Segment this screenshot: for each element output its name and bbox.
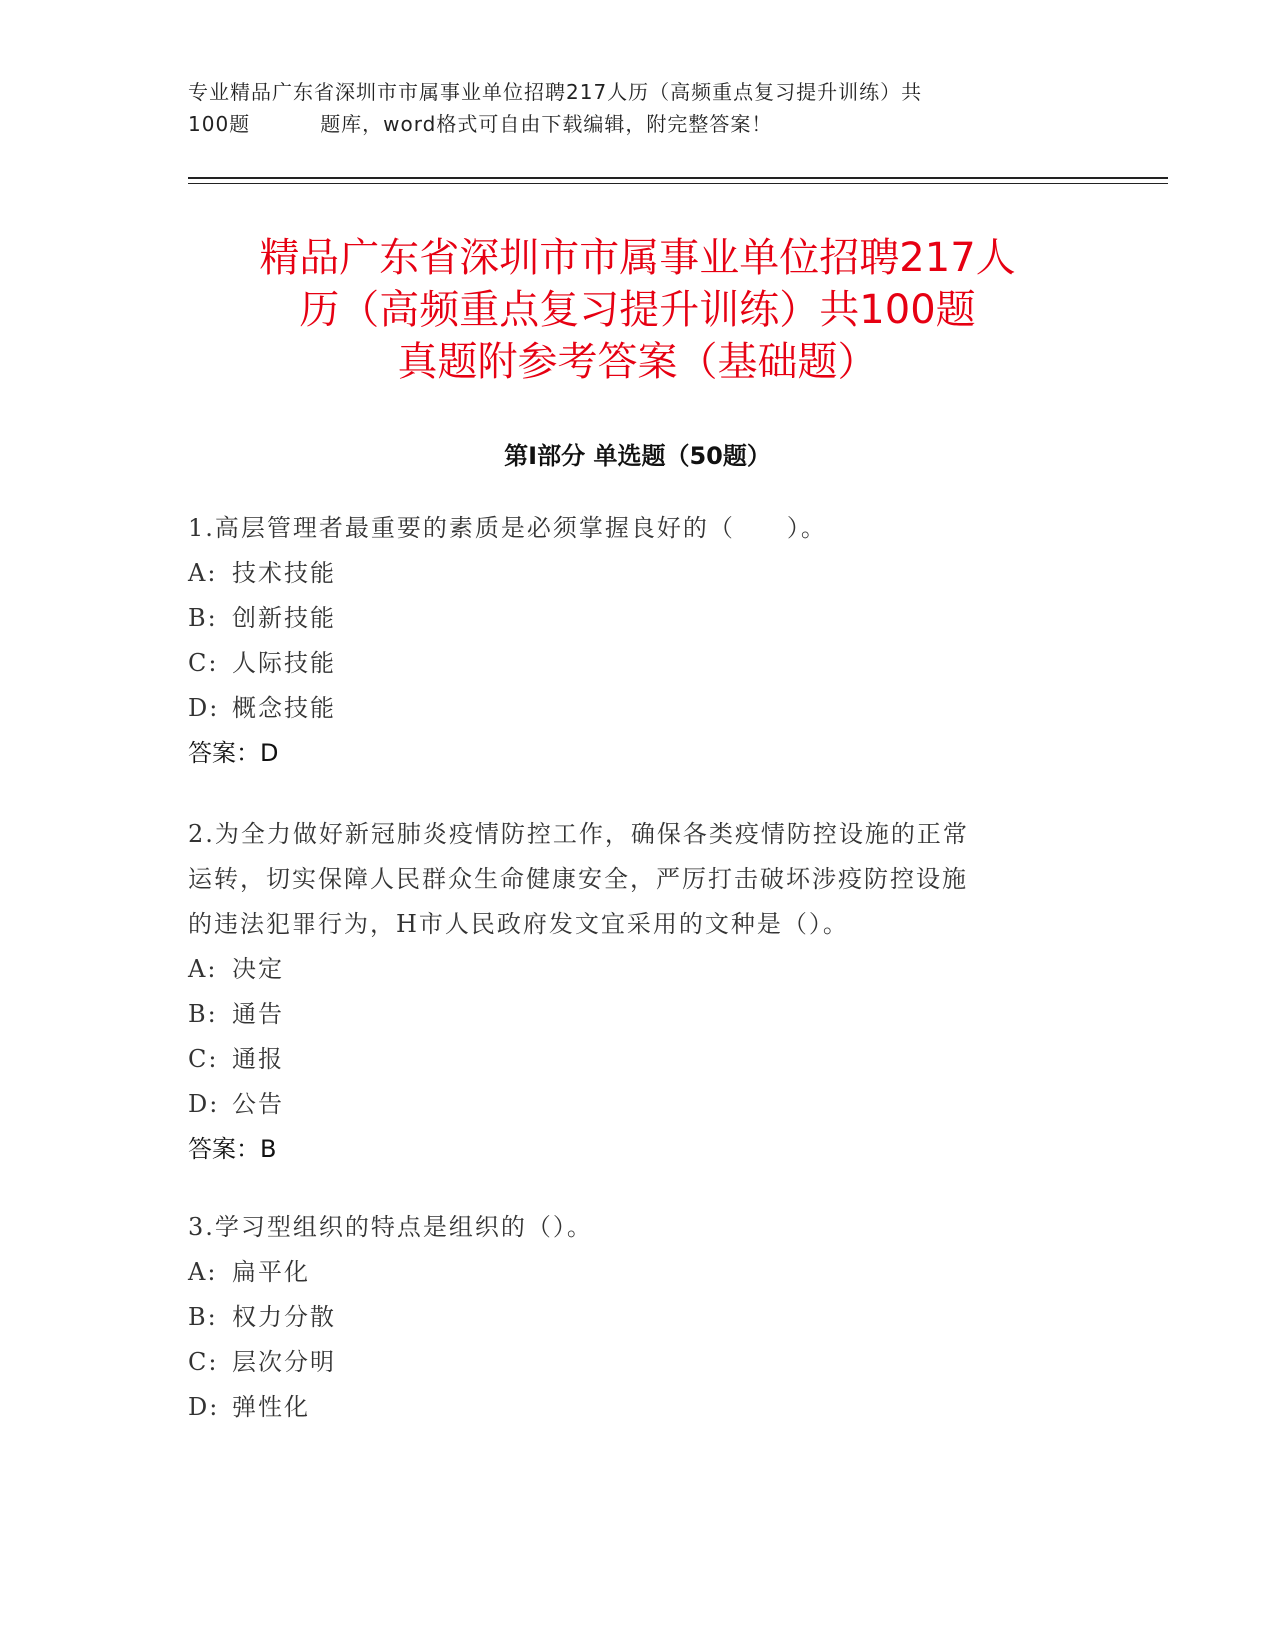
header-note	[188, 76, 1068, 140]
section-title: 第Ⅰ部分 单选题（50题）	[504, 442, 771, 470]
option-letter: D:	[188, 694, 220, 722]
option-letter: C:	[188, 1348, 219, 1376]
option-c	[188, 641, 1068, 686]
option-a	[188, 947, 1068, 992]
header-divider-thick	[188, 177, 1168, 179]
question-2	[188, 812, 1068, 1172]
question-1	[188, 506, 1068, 776]
option-letter: C:	[188, 1045, 219, 1073]
question-text-line1: 2.为全力做好新冠肺炎疫情防控工作，确保各类疫情防控设施的正常	[188, 820, 969, 848]
header-note-count: 100题	[188, 112, 251, 136]
option-text: 创新技能	[232, 604, 336, 632]
option-text: 概念技能	[232, 694, 336, 722]
option-text: 权力分散	[232, 1303, 336, 1331]
answer: 答案：D	[188, 739, 279, 767]
question-text: 1.高层管理者最重要的素质是必须掌握良好的（ ）。	[188, 514, 827, 542]
option-text: 技术技能	[232, 559, 336, 587]
option-letter: D:	[188, 1090, 220, 1118]
header-note-line2	[188, 108, 1068, 140]
answer: 答案：B	[188, 1135, 277, 1163]
option-letter: A:	[188, 955, 218, 983]
option-c	[188, 1037, 1068, 1082]
option-text: 层次分明	[232, 1348, 336, 1376]
question-3	[188, 1205, 1068, 1430]
option-letter: D:	[188, 1393, 220, 1421]
option-b	[188, 1295, 1068, 1340]
option-letter: B:	[188, 1303, 218, 1331]
option-d	[188, 686, 1068, 731]
document-title-line3: 真题附参考答案（基础题）	[397, 339, 878, 385]
option-text: 公告	[232, 1090, 284, 1118]
option-letter: A:	[188, 559, 218, 587]
option-c	[188, 1340, 1068, 1385]
option-letter: B:	[188, 1000, 218, 1028]
question-text-line2: 运转，切实保障人民群众生命健康安全，严厉打击破坏涉疫防控设施	[188, 865, 968, 893]
option-a	[188, 551, 1068, 596]
question-text: 3.学习型组织的特点是组织的（）。	[188, 1213, 593, 1241]
option-text: 扁平化	[232, 1258, 310, 1286]
option-letter: C:	[188, 649, 219, 677]
question-text-line3: 的违法犯罪行为，H市人民政府发文宜采用的文种是（）。	[188, 910, 849, 938]
document-title	[180, 232, 1095, 388]
option-letter: B:	[188, 604, 218, 632]
document-title-line1: 精品广东省深圳市市属事业单位招聘217人	[259, 235, 1016, 281]
option-text: 弹性化	[232, 1393, 310, 1421]
option-text: 通告	[232, 1000, 284, 1028]
header-divider-thin	[188, 183, 1168, 184]
option-a	[188, 1250, 1068, 1295]
option-text: 决定	[232, 955, 284, 983]
option-b	[188, 992, 1068, 1037]
header-note-line1: 专业精品广东省深圳市市属事业单位招聘217人历（高频重点复习提升训练）共	[188, 80, 923, 104]
option-d	[188, 1385, 1068, 1430]
document-title-line2: 历（高频重点复习提升训练）共100题	[299, 287, 976, 333]
option-letter: A:	[188, 1258, 218, 1286]
option-d	[188, 1082, 1068, 1127]
option-b	[188, 596, 1068, 641]
option-text: 人际技能	[232, 649, 336, 677]
option-text: 通报	[232, 1045, 284, 1073]
header-note-desc: 题库，word格式可自由下载编辑，附完整答案！	[320, 112, 773, 136]
